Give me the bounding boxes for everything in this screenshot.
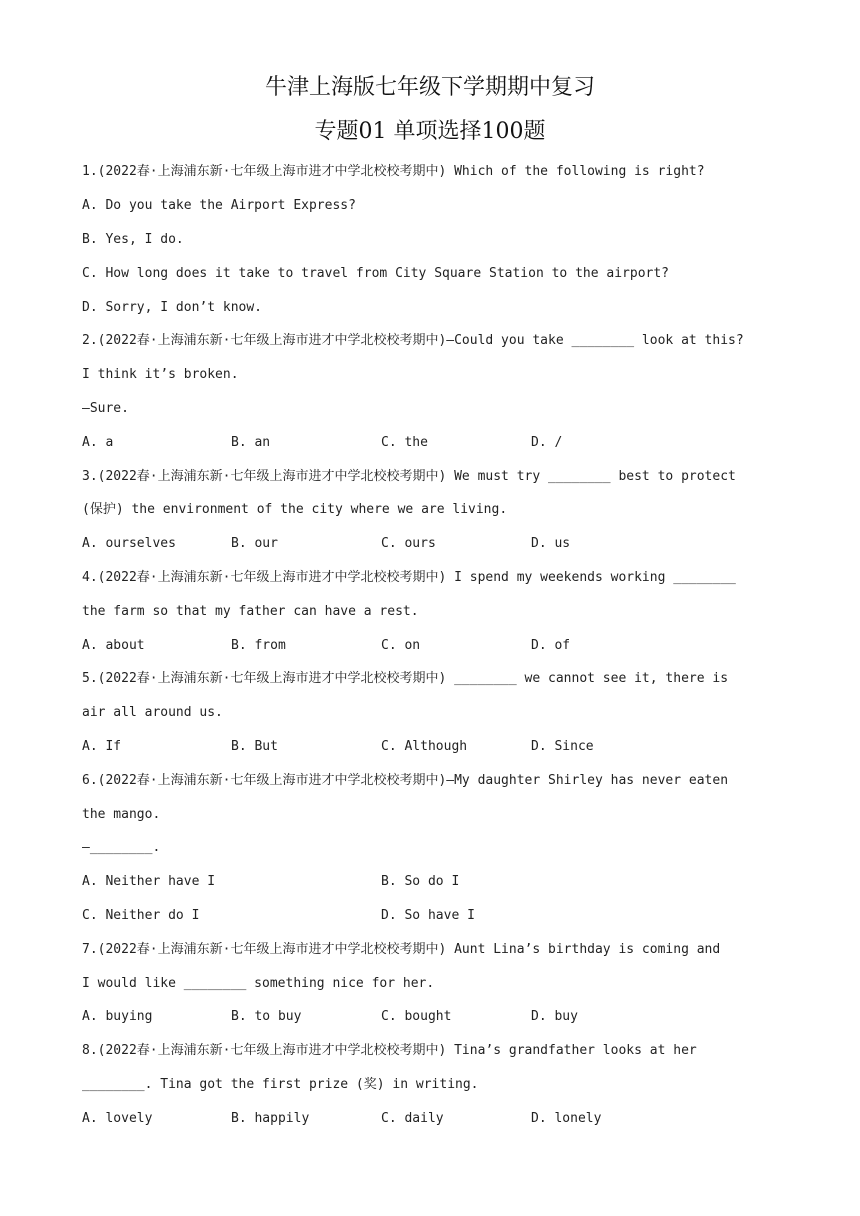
question-1-option-b: B. Yes, I do. xyxy=(82,232,184,247)
question-1-option-c: C. How long does it take to travel from City Square Station to the airport? xyxy=(82,266,669,281)
question-3-option-d: D. us xyxy=(531,536,571,551)
question-7-stem: 7.(2022春·上海浦东新·七年级上海市进才中学北校校考期中) Aunt Lina’s birthday is coming and xyxy=(82,942,721,957)
question-3-option-c: C. ours xyxy=(381,536,436,551)
question-6-stem: 6.(2022春·上海浦东新·七年级上海市进才中学北校校考期中)—My daughter Shirley has never eaten xyxy=(82,773,729,788)
question-8-option-b: B. happily xyxy=(231,1111,310,1126)
question-7-stem-line-2: I would like ________ something nice for her. xyxy=(82,976,435,991)
question-6-stem-line-2: the mango. xyxy=(82,807,161,822)
question-3-option-a: A. ourselves xyxy=(82,536,176,551)
question-1-option-a: A. Do you take the Airport Express? xyxy=(82,198,356,213)
question-1-option-d: D. Sorry, I don’t know. xyxy=(82,300,263,315)
question-5-option-b: B. But xyxy=(231,739,278,754)
question-5-option-d: D. Since xyxy=(531,739,594,754)
question-8-option-a: A. lovely xyxy=(82,1111,153,1126)
question-8-option-d: D. lonely xyxy=(531,1111,602,1126)
question-3-stem: 3.(2022春·上海浦东新·七年级上海市进才中学北校校考期中) We must try ________ best to protect xyxy=(82,469,736,484)
question-6-stem-line-3: —________. xyxy=(82,840,161,855)
question-4-stem-line-2: the farm so that my father can have a rest. xyxy=(82,604,419,619)
question-7-option-b: B. to buy xyxy=(231,1009,302,1024)
question-8-option-c: C. daily xyxy=(381,1111,444,1126)
question-6-option-d: D. So have I xyxy=(381,908,475,923)
question-7-option-d: D. buy xyxy=(531,1009,578,1024)
question-6-option-a: A. Neither have I xyxy=(82,874,216,889)
question-2-option-b: B. an xyxy=(231,435,271,450)
question-5-option-a: A. If xyxy=(82,739,122,754)
question-3-option-b: B. our xyxy=(231,536,278,551)
question-8-stem-line-2: ________. Tina got the first prize (奖) in writing. xyxy=(82,1077,479,1092)
question-5-option-c: C. Although xyxy=(381,739,468,754)
question-2-stem-line-3: —Sure. xyxy=(82,401,129,416)
question-6-option-c: C. Neither do I xyxy=(82,908,200,923)
question-4-stem: 4.(2022春·上海浦东新·七年级上海市进才中学北校校考期中) I spend my weekends working ________ xyxy=(82,570,736,585)
question-4-option-d: D. of xyxy=(531,638,571,653)
question-8-stem: 8.(2022春·上海浦东新·七年级上海市进才中学北校校考期中) Tina’s grandfather looks at her xyxy=(82,1043,697,1058)
question-4-option-b: B. from xyxy=(231,638,286,653)
question-1-stem: 1.(2022春·上海浦东新·七年级上海市进才中学北校校考期中) Which of the following is right? xyxy=(82,164,705,179)
question-4-option-a: A. about xyxy=(82,638,145,653)
question-2-option-a: A. a xyxy=(82,435,114,450)
question-7-option-c: C. bought xyxy=(381,1009,452,1024)
question-6-option-b: B. So do I xyxy=(381,874,460,889)
question-2-option-c: C. the xyxy=(381,435,428,450)
page-subtitle: 专题01 单项选择100题 xyxy=(314,119,546,144)
question-5-stem-line-2: air all around us. xyxy=(82,705,223,720)
question-4-option-c: C. on xyxy=(381,638,421,653)
question-3-stem-line-2: (保护) the environment of the city where we are living. xyxy=(82,502,508,517)
question-2-stem: 2.(2022春·上海浦东新·七年级上海市进才中学北校校考期中)—Could you take ________ look at this? xyxy=(82,333,744,348)
question-7-option-a: A. buying xyxy=(82,1009,153,1024)
page-title: 牛津上海版七年级下学期期中复习 xyxy=(264,75,595,100)
question-2-stem-line-2: I think it’s broken. xyxy=(82,367,239,382)
question-5-stem: 5.(2022春·上海浦东新·七年级上海市进才中学北校校考期中) ________ we cannot see it, there is xyxy=(82,671,729,686)
question-2-option-d: D. / xyxy=(531,435,563,450)
